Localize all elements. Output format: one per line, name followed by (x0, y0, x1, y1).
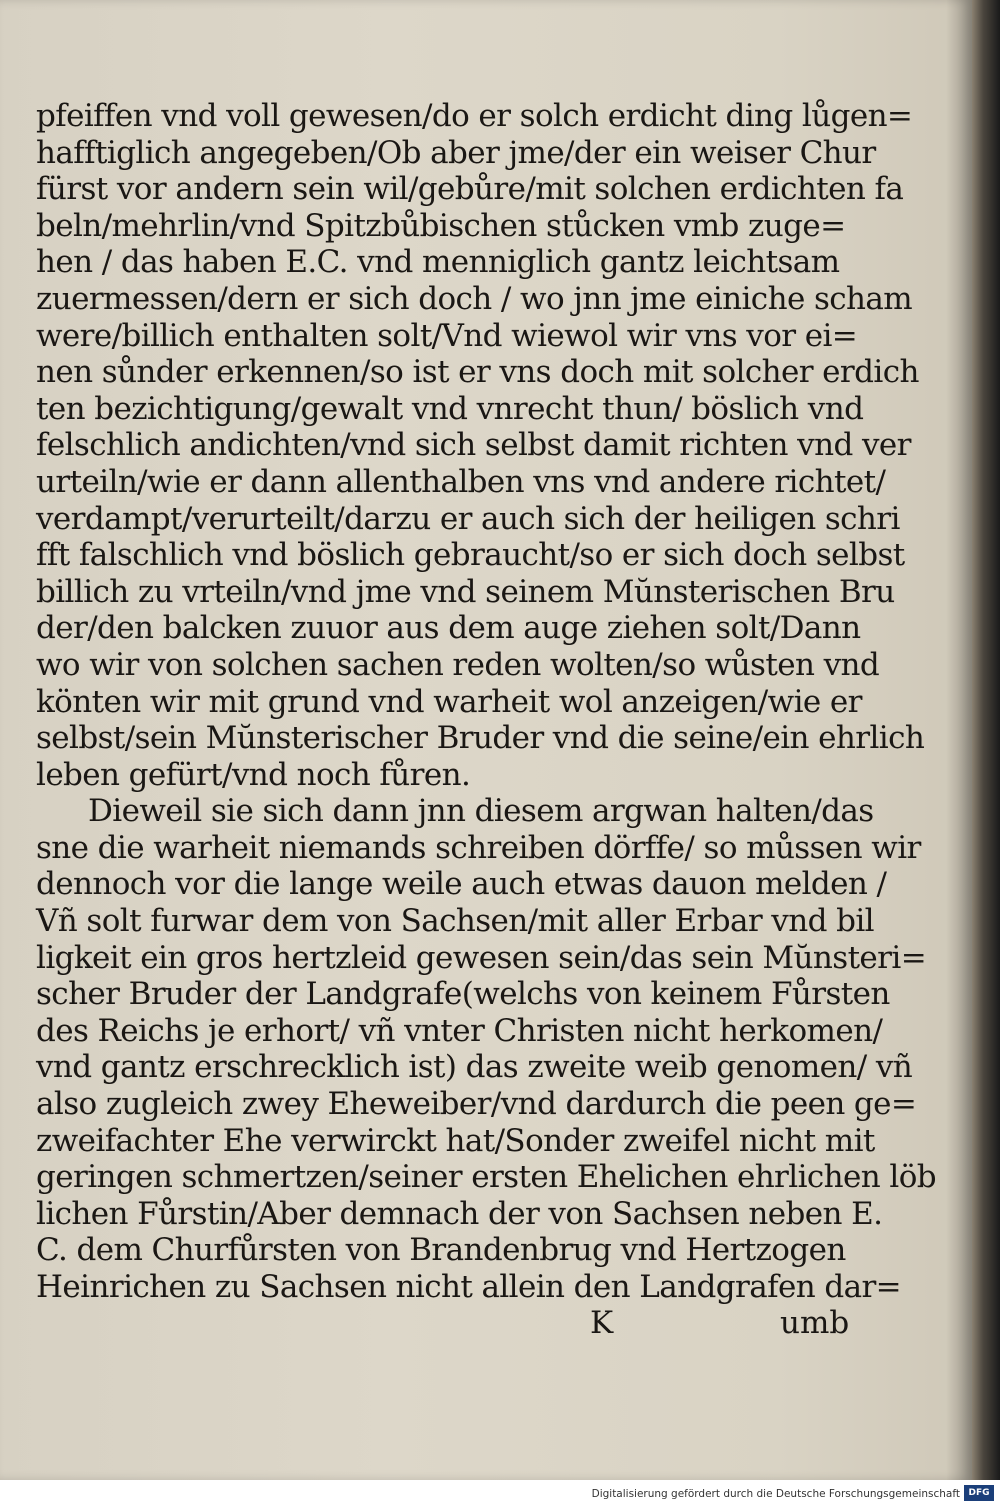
text-line: scher Bruder der Landgrafe(welchs von keinem Fůrsten (36, 976, 890, 1013)
text-line: lichen Fůrstin/Aber demnach der von Sachsen neben E. (36, 1195, 883, 1232)
gutter-shadow (946, 0, 972, 1480)
text-line: zuermessen/dern er sich doch / wo jnn jme einiche scham (36, 280, 913, 317)
text-line: nen sůnder erkennen/so ist er vns doch mit solcher erdich (36, 354, 919, 391)
text-line: vnd gantz erschrecklich ist) das zweite weib genomen/ vñ (36, 1049, 913, 1086)
text-line: beln/mehrlin/vnd Spitzbůbischen stůcken vmb zuge= (36, 207, 846, 244)
text-line: geringen schmertzen/seiner ersten Ehelichen ehrlichen löb (36, 1159, 937, 1196)
text-line: könten wir mit grund vnd warheit wol anzeigen/wie er (36, 683, 862, 720)
text-line: felschlich andichten/vnd sich selbst damit richten vnd ver (36, 427, 911, 464)
signature-mark: K (590, 1305, 614, 1341)
text-line: also zugleich zwey Eheweiber/vnd dardurch die peen ge= (36, 1086, 917, 1123)
text-line: fürst vor andern sein wil/gebůre/mit solchen erdichten fa (36, 171, 904, 208)
text-line: des Reichs je erhort/ vñ vnter Christen nicht herkomen/ (36, 1012, 883, 1049)
text-line: selbst/sein Mŭnsterischer Bruder vnd die seine/ein ehrlich (36, 720, 925, 757)
text-line: Heinrichen zu Sachsen nicht allein den Landgrafen dar= (36, 1269, 902, 1305)
page-text (36, 98, 937, 1306)
dfg-logo: DFG (964, 1485, 994, 1501)
text-line: verdampt/verurteilt/darzu er auch sich der heiligen schri (36, 500, 900, 537)
page-edge (972, 0, 1000, 1480)
text-line: sne die warheit niemands schreiben dörffe/ so můssen wir (36, 829, 921, 866)
text-line: hen / das haben E.C. vnd menniglich gantz leichtsam (36, 244, 840, 281)
text-line: wo wir von solchen sachen reden wolten/so wůsten vnd (36, 646, 880, 683)
text-line: C. dem Churfůrsten von Brandenbrug vnd Hertzogen (36, 1232, 846, 1269)
text-line: billich zu vrteiln/vnd jme vnd seinem Mŭnsterischen Bru (36, 573, 895, 610)
text-line: Vñ solt furwar dem von Sachsen/mit aller Erbar vnd bil (36, 903, 874, 940)
catchword: umb (780, 1305, 850, 1341)
text-line: hafftiglich angegeben/Ob aber jme/der ein weiser Chur (36, 134, 876, 171)
text-line: ten bezichtigung/gewalt vnd vnrecht thun/ böslich vnd (36, 390, 864, 427)
text-line: ligkeit ein gros hertzleid gewesen sein/das sein Mŭnsteri= (36, 939, 927, 976)
text-line: were/billich enthalten solt/Vnd wiewol wir vns vor ei= (36, 317, 858, 354)
paragraph-first-line: Dieweil sie sich dann jnn diesem argwan halten/das (88, 793, 874, 830)
text-line: leben gefürt/vnd noch fůren. (36, 756, 471, 793)
text-line: der/den balcken zuuor aus dem auge ziehen solt/Dann (36, 610, 861, 647)
text-line: dennoch vor die lange weile auch etwas dauon melden / (36, 866, 887, 903)
text-line: pfeiffen vnd voll gewesen/do er solch erdicht ding lůgen= (36, 98, 913, 134)
text-line: zweifachter Ehe verwirckt hat/Sonder zweifel nicht mit (36, 1122, 875, 1159)
footer-credit: Digitalisierung gefördert durch die Deutsche Forschungsgemeinschaft (591, 1488, 960, 1500)
text-line: fft falschlich vnd böslich gebraucht/so er sich doch selbst (36, 537, 905, 574)
text-line: urteiln/wie er dann allenthalben vns vnd andere richtet/ (36, 463, 886, 500)
